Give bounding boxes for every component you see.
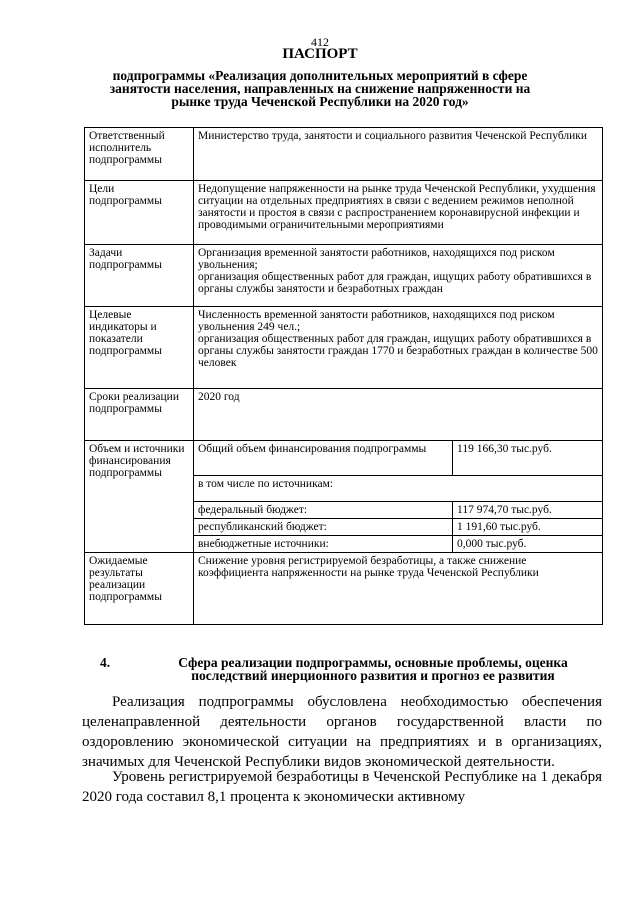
executor-label: Ответственный исполнитель подпрограммы <box>85 128 194 181</box>
financing-federal-label: федеральный бюджет: <box>194 501 453 518</box>
goals-value: Недопущение напряженности на рынке труда Чеченской Республики, ухудшения ситуации на отдельных предприятиях в связи с ведением режимов неполной занятости и простоя в связи с распространением коронавирусной инфекции и проводимыми ограничительными мероприятиями <box>194 181 603 245</box>
indicators-label: Целевые индикаторы и показатели подпрограммы <box>85 307 194 389</box>
financing-label: Объем и источники финансирования подпрограммы <box>85 441 194 553</box>
financing-republic-value: 1 191,60 тыс.руб. <box>453 518 603 535</box>
tasks-label: Задачи подпрограммы <box>85 245 194 307</box>
tasks-cell <box>194 245 603 307</box>
section-number: 4. <box>100 655 111 670</box>
financing-total-value: 119 166,30 тыс.руб. <box>453 441 603 475</box>
indicators-value-2: организация общественных работ для граждан, ищущих работу обратившихся в органы службы занятости граждан 1770 и безработных граждан в количестве 500 человек <box>198 333 598 369</box>
row-results <box>85 552 603 624</box>
row-indicators <box>85 307 603 389</box>
results-label: Ожидаемые результаты реализации подпрограммы <box>85 552 194 624</box>
document-subtitle: подпрограммы «Реализация дополнительных мероприятий в сфере занятости населения, направленных на снижение напряженности на рынке труда Чеченской Республики на 2020 год» <box>109 68 531 109</box>
indicators-value: Численность временной занятости работников, находящихся под риском увольнения 249 чел.; <box>198 309 555 333</box>
results-value: Снижение уровня регистрируемой безработицы, а также снижение коэффициента напряженности на рынке труда Чеченской Республики <box>194 552 603 624</box>
goals-label: Цели подпрограммы <box>85 181 194 245</box>
terms-value: 2020 год <box>194 389 603 441</box>
section-title: Сфера реализации подпрограммы, основные проблемы, оценка последствий инерционного развития и прогноз ее развития <box>178 655 568 683</box>
financing-total-label: Общий объем финансирования подпрограммы <box>194 441 453 475</box>
indicators-cell <box>194 307 603 389</box>
tasks-value-2: организация общественных работ для граждан, ищущих работу обратившихся в органы службы занятости и безработных граждан <box>198 271 592 295</box>
tasks-value: Организация временной занятости работников, находящихся под риском увольнения; <box>198 247 555 271</box>
financing-cell <box>194 441 603 553</box>
executor-value: Министерство труда, занятости и социального развития Чеченской Республики <box>194 128 603 181</box>
paragraph-1: Реализация подпрограммы обусловлена необходимостью обеспечения целенаправленной деятельности органов государственной власти по оздоровлению экономической ситуации на предприятиях и в организациях, значимых для Чеченской Республики видов экономической деятельности. <box>82 694 602 770</box>
passport-table <box>84 127 603 625</box>
financing-offbudget-value: 0,000 тыс.руб. <box>453 535 603 552</box>
row-tasks <box>85 245 603 307</box>
row-terms <box>85 389 603 441</box>
paragraph-2: Уровень регистрируемой безработицы в Чеченской Республике на 1 декабря 2020 года составил 8,1 процента к экономически активному <box>82 769 602 805</box>
financing-republic-label: республиканский бюджет: <box>194 518 453 535</box>
financing-offbudget-label: внебюджетные источники: <box>194 535 453 552</box>
section-heading <box>100 656 600 682</box>
page-number: 412 <box>311 35 329 49</box>
financing-table <box>194 441 602 552</box>
financing-federal-value: 117 974,70 тыс.руб. <box>453 501 603 518</box>
terms-label: Сроки реализации подпрограммы <box>85 389 194 441</box>
row-executor <box>85 128 603 181</box>
row-financing <box>85 441 603 553</box>
row-goals <box>85 181 603 245</box>
document-title: ПАСПОРТ <box>282 46 358 62</box>
financing-sources-label: в том числе по источникам: <box>194 475 602 501</box>
